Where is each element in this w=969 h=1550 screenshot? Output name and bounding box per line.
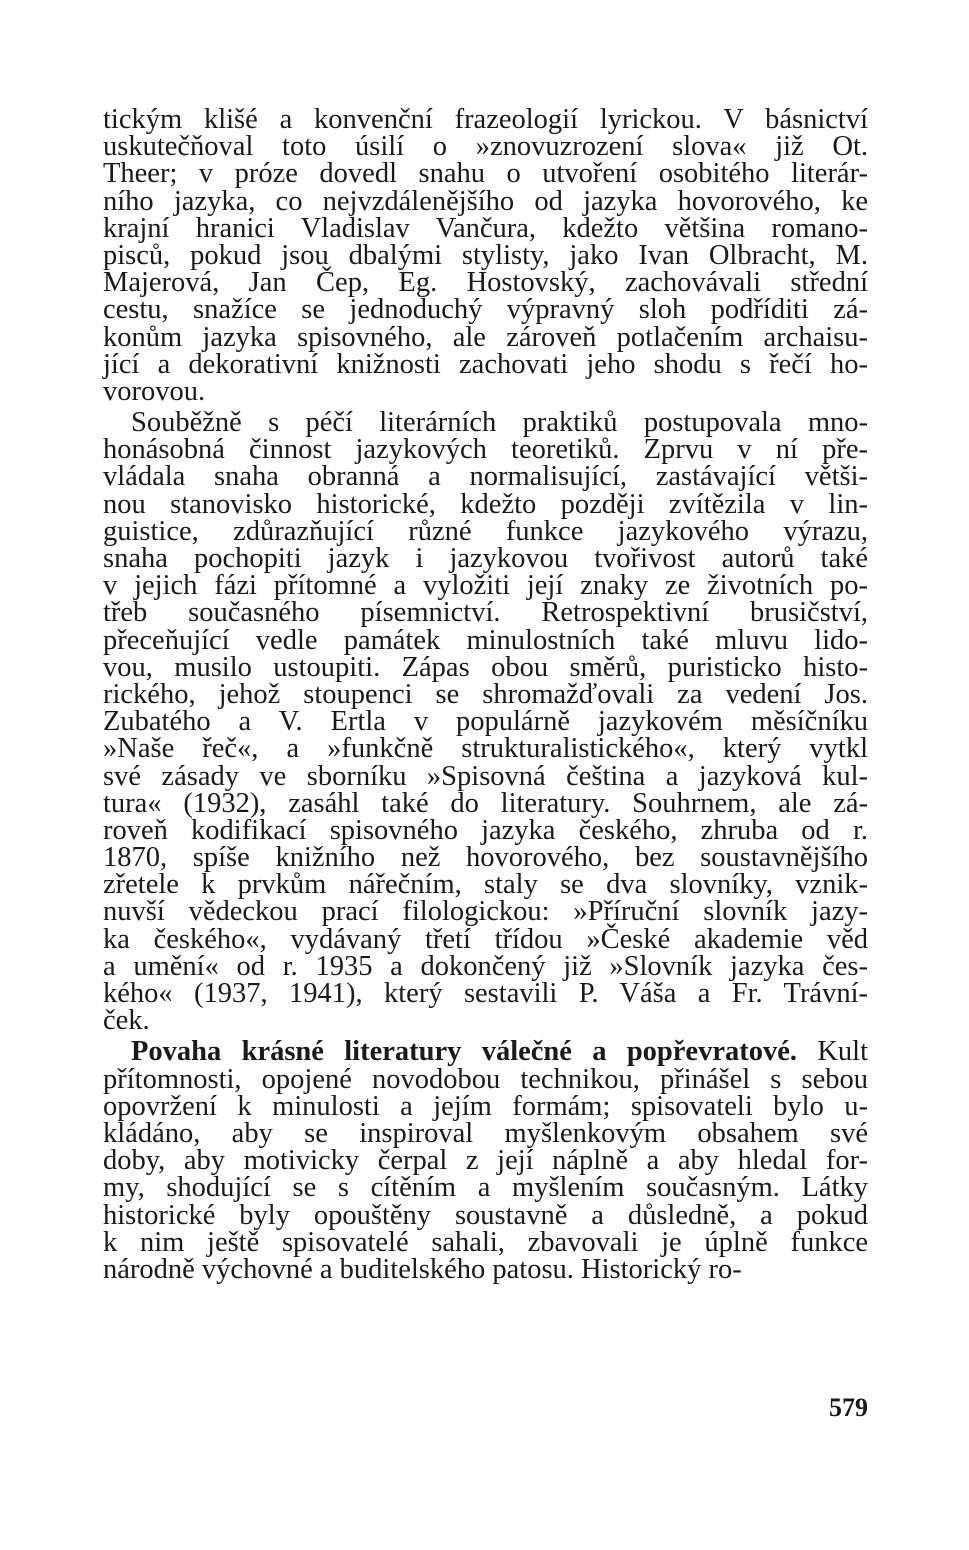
text-line: 1870, spíše knižního než hovorového, bez soustavnějšího (103, 842, 868, 874)
text-line: »Naše řeč«, a »funkčně strukturalistického«, který vytkl (103, 733, 868, 765)
text-line: opovržení k minulosti a jejím formám; spisovateli bylo u- (103, 1090, 868, 1122)
text-line: v jejich fázi přítomné a vyložiti její znaky ze životních po- (103, 570, 868, 602)
text-line: zřetele k prvkům nářečním, staly se dva slovníky, vznik- (103, 869, 868, 901)
text-line: snaha pochopiti jazyk i jazykovou tvořivost autorů také (103, 543, 868, 574)
text-line: své zásady ve sborníku »Spisovná čeština a jazyková kul- (103, 760, 868, 792)
text-line: národně výchovné a buditelského patosu. Historický ro- (103, 1253, 742, 1285)
text-line: kého« (1937, 1941), který sestavili P. Váša a Fr. Trávní- (103, 978, 868, 1009)
text-line: Majerová, Jan Čep, Eg. Hostovský, zachovávali střední (103, 267, 868, 299)
text-line: tickým klišé a konvenční frazeologií lyrickou. V básnictví (103, 104, 868, 135)
paragraph (103, 106, 868, 405)
text-line: doby, aby motivicky čerpal z její náplně a aby hledal for- (103, 1145, 868, 1177)
heading-line-rest: Kult (817, 1036, 868, 1068)
text-line: přeceňující vedle památek minulostních také mluvu lido- (103, 624, 868, 656)
text-line: guistice, zdůrazňující různé funkce jazykového výrazu, (103, 515, 868, 547)
text-line: honásobná činnost jazykových teoretiků. Zprvu v ní pře- (103, 434, 868, 466)
text-line: ka českého«, vydávaný třetí třídou »České akademie věd (103, 923, 868, 955)
text-line: tura« (1932), zasáhl také do literatury. Souhrnem, ale zá- (103, 787, 868, 819)
paragraph (103, 407, 868, 1037)
text-line: třeb současného písemnictví. Retrospektivní brusičství, (103, 597, 868, 629)
section-heading: Povaha krásné literatury válečné a popřevratové. (131, 1036, 797, 1068)
paragraph (103, 1038, 868, 1283)
text-line: roveň kodifikací spisovného jazyka českého, zhruba od r. (103, 814, 868, 846)
text-line: cestu, snažíce se jednoduchý výpravný sloh podříditi zá- (103, 294, 868, 326)
text-line: ního jazyka, co nejvzdálenějšího od jazyka hovorového, ke (103, 185, 868, 217)
text-line: rického, jehož stoupenci se shromažďovali za vedení Jos. (103, 678, 868, 710)
text-line: ček. (103, 1005, 150, 1037)
text-line: krajní hranici Vladislav Vančura, kdežto většina romano- (103, 212, 868, 244)
page-number: 579 (829, 1393, 868, 1422)
text-line: Souběžně s péčí literárních praktiků postupovala mno- (131, 407, 868, 439)
body-text (103, 106, 868, 1283)
text-line: Zubatého a V. Ertla v populárně jazykovém měsíčníku (103, 706, 868, 738)
text-line: přítomnosti, opojené novodobou technikou, přinášel s sebou (103, 1063, 868, 1095)
text-line: k nim ještě spisovatelé sahali, zbavovali je úplně funkce (103, 1226, 868, 1258)
paragraph-first-line (103, 1036, 868, 1068)
text-line: vládala snaha obranná a normalisující, zastávající větši- (103, 461, 868, 493)
text-line: jící a dekorativní knižnosti zachovati jeho shodu s řečí ho- (103, 348, 868, 380)
text-line: vou, musilo ustoupiti. Zápas obou směrů, puristicko histo- (103, 651, 868, 683)
text-line: nou stanovisko historické, kdežto později zvítězila v lin- (103, 488, 868, 520)
text-line: konům jazyka spisovného, ale zároveň potlačením archaisu- (103, 321, 868, 353)
text-line: my, shodující se s cítěním a myšlením současným. Látky (103, 1172, 868, 1204)
text-line: vorovou. (103, 375, 206, 407)
text-line: historické byly opouštěny soustavně a důsledně, a pokud (103, 1199, 868, 1231)
text-line: Theer; v próze dovedl snahu o utvoření osobitého literár- (103, 158, 868, 190)
text-line: uskutečňoval toto úsilí o »znovuzrození slova« již Ot. (103, 131, 868, 163)
text-line: pisců, pokud jsou dbalými stylisty, jako Ivan Olbracht, M. (103, 239, 868, 271)
text-line: nuvší vědeckou prací filologickou: »Příruční slovník jazy- (103, 896, 868, 928)
text-line: a umění« od r. 1935 a dokončený již »Slovník jazyka čes- (103, 950, 868, 982)
text-line: kládáno, aby se inspiroval myšlenkovým obsahem své (103, 1117, 868, 1149)
